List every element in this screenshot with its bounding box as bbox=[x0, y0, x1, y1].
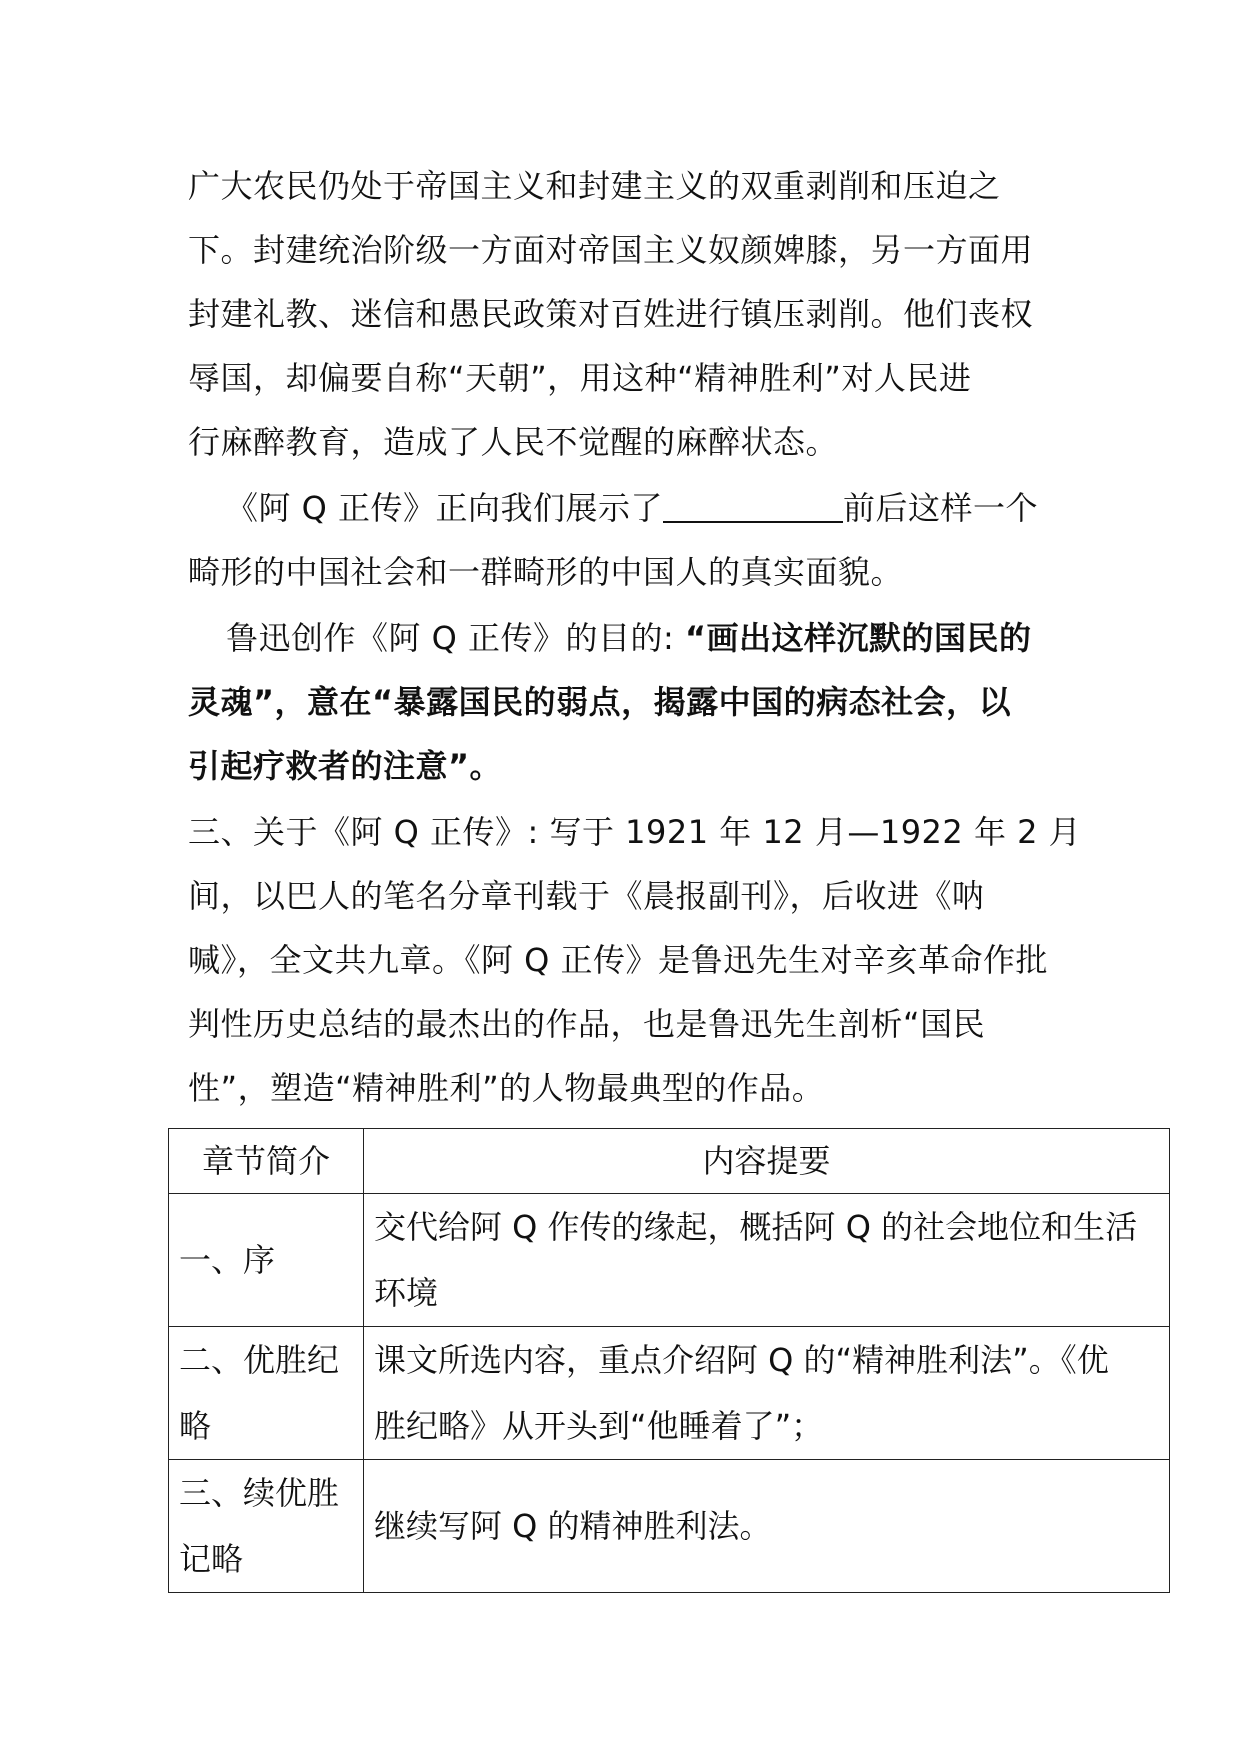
paragraph-line: 判性历史总结的最杰出的作品，也是鲁迅先生剖析“国民 bbox=[188, 1005, 986, 1043]
sentence-start: 《阿 Q 正传》正向我们展示了 bbox=[226, 489, 664, 527]
paragraph-line: 辱国，却偏要自称“天朝”，用这种“精神胜利”对人民进 bbox=[188, 359, 972, 397]
content-line: 胜纪略》从开头到“他睡着了”； bbox=[374, 1407, 824, 1445]
chapter-table bbox=[168, 1128, 1170, 1593]
table-header-cell: 内容提要 bbox=[364, 1129, 1170, 1194]
table-header-cell: 章节简介 bbox=[169, 1129, 364, 1194]
purpose-line bbox=[226, 618, 1032, 658]
content-cell bbox=[364, 1194, 1170, 1327]
purpose-quote-line: 引起疗救者的注意”。 bbox=[188, 747, 503, 785]
chapter-cell bbox=[169, 1460, 364, 1593]
content-line: 课文所选内容，重点介绍阿 Q 的“精神胜利法”。《优 bbox=[374, 1341, 1109, 1379]
table-row bbox=[169, 1460, 1170, 1593]
purpose-quote-line: 灵魂”，意在“暴露国民的弱点，揭露中国的病态社会，以 bbox=[188, 683, 1012, 721]
content-line: 继续写阿 Q 的精神胜利法。 bbox=[374, 1507, 772, 1545]
content-cell bbox=[364, 1460, 1170, 1593]
paragraph-line: 喊》，全文共九章。《阿 Q 正传》是鲁迅先生对辛亥革命作批 bbox=[188, 941, 1049, 979]
chapter-cell bbox=[169, 1194, 364, 1327]
chapter-name: 略 bbox=[179, 1407, 212, 1445]
chapter-name: 一、序 bbox=[179, 1241, 276, 1279]
paragraph-line: 封建礼教、迷信和愚民政策对百姓进行镇压剥削。他们丧权 bbox=[188, 295, 1034, 333]
chapter-cell bbox=[169, 1327, 364, 1460]
fill-in-blank[interactable] bbox=[663, 489, 843, 523]
section-heading-line: 三、关于《阿 Q 正传》: 写于 1921 年 12 月—1922 年 2 月 bbox=[188, 813, 1082, 851]
table-row bbox=[169, 1327, 1170, 1460]
content-line: 交代给阿 Q 作传的缘起，概括阿 Q 的社会地位和生活 bbox=[374, 1208, 1138, 1246]
purpose-intro: 鲁迅创作《阿 Q 正传》的目的: bbox=[226, 619, 685, 657]
chapter-name: 二、优胜纪 bbox=[179, 1341, 340, 1379]
paragraph-line: 下。封建统治阶级一方面对帝国主义奴颜婢膝，另一方面用 bbox=[188, 231, 1034, 269]
purpose-quote: “画出这样沉默的国民的 bbox=[685, 619, 1032, 657]
content-cell bbox=[364, 1327, 1170, 1460]
sentence-end: 前后这样一个 bbox=[843, 489, 1039, 527]
paragraph-line: 间，以巴人的笔名分章刊载于《晨报副刊》，后收进《呐 bbox=[188, 877, 985, 915]
table-header-row bbox=[169, 1129, 1170, 1194]
chapter-name: 三、续优胜 bbox=[179, 1474, 340, 1512]
table-row bbox=[169, 1194, 1170, 1327]
paragraph-line: 性”，塑造“精神胜利”的人物最典型的作品。 bbox=[188, 1069, 825, 1107]
paragraph-line: 广大农民仍处于帝国主义和封建主义的双重剥削和压迫之 bbox=[188, 167, 1001, 205]
chapter-name: 记略 bbox=[179, 1540, 244, 1578]
paragraph-line: 畸形的中国社会和一群畸形的中国人的真实面貌。 bbox=[188, 553, 904, 591]
paragraph-line: 行麻醉教育，造成了人民不觉醒的麻醉状态。 bbox=[188, 423, 839, 461]
content-line: 环境 bbox=[374, 1274, 439, 1312]
fill-in-sentence bbox=[226, 488, 1038, 528]
